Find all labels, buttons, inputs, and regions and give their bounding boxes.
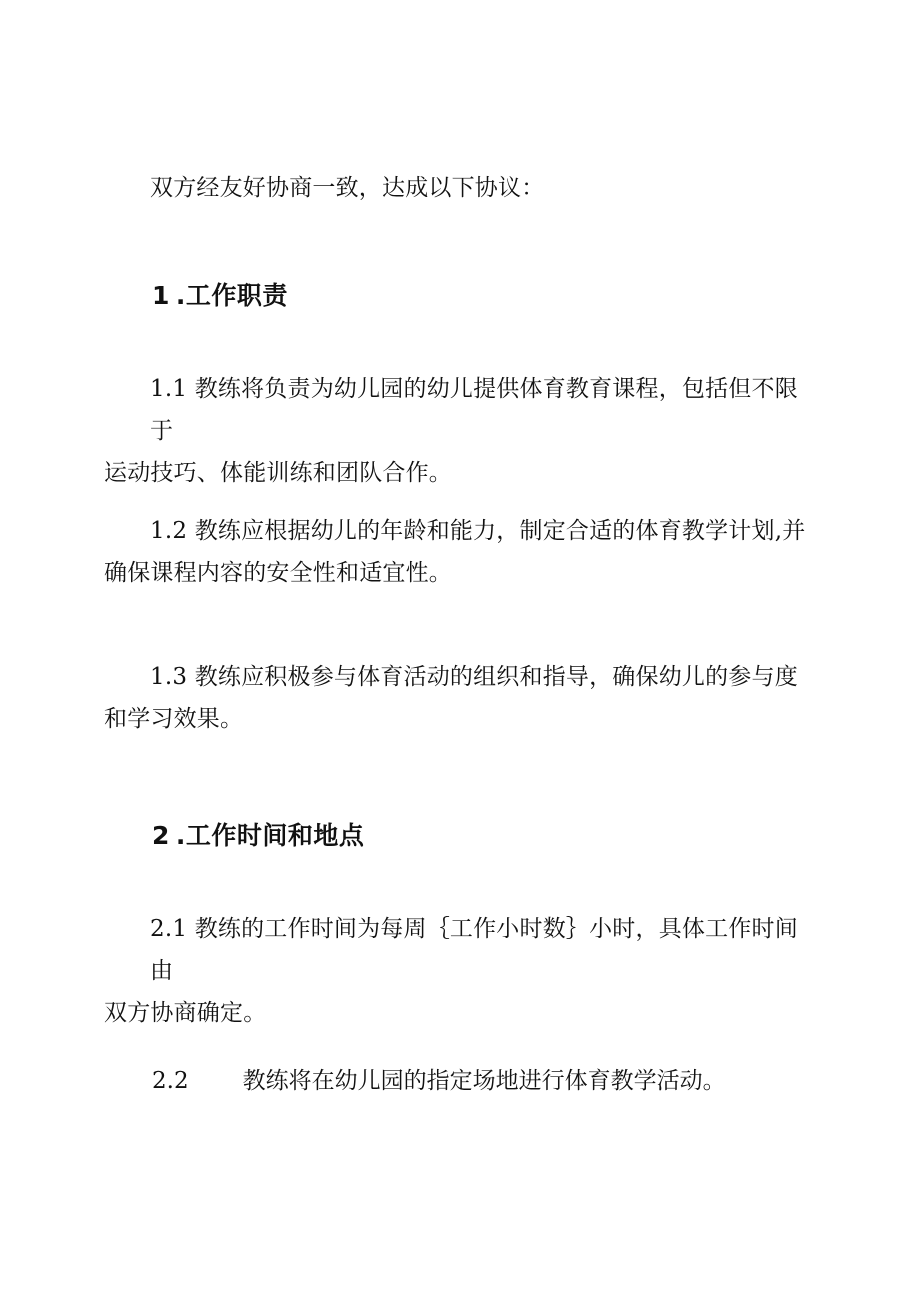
intro-text: 双方经友好协商一致，达成以下协议： xyxy=(150,175,545,201)
clause-1-1-line-2: 运动技巧、体能训练和团队合作。 xyxy=(104,460,452,486)
clause-1-3-line-1: 1.3 教练应积极参与体育活动的组织和指导，确保幼儿的参与度 xyxy=(150,664,798,690)
section-2-number: 2 xyxy=(152,821,170,850)
clause-2-1-line-2: 双方协商确定。 xyxy=(104,1000,267,1026)
section-2-title: .工作时间和地点 xyxy=(175,821,365,850)
clause-2-2-text: 教练将在幼儿园的指定场地进行体育教学活动。 xyxy=(242,1068,726,1094)
clause-1-3-line-2: 和学习效果。 xyxy=(104,706,244,732)
clause-2-2 xyxy=(152,1060,726,1102)
section-2-heading xyxy=(152,816,364,852)
intro-paragraph xyxy=(150,167,830,209)
clause-1-1-line-1: 1.1 教练将负责为幼儿园的幼儿提供体育教育课程，包括但不限于 xyxy=(150,376,798,444)
clause-1-2 xyxy=(104,510,820,594)
section-1-heading xyxy=(152,276,288,312)
clause-1-3 xyxy=(104,656,820,740)
clause-2-1-line-1: 2.1 教练的工作时间为每周｛工作小时数｝小时，具体工作时间由 xyxy=(150,916,798,984)
clause-1-2-line-2: 确保课程内容的安全性和适宜性。 xyxy=(104,560,452,586)
clause-2-1 xyxy=(104,908,820,1034)
clause-1-1 xyxy=(104,368,820,494)
section-1-number: 1 xyxy=(152,281,170,310)
section-1-title: .工作职责 xyxy=(175,281,288,310)
clause-1-2-line-1: 1.2 教练应根据幼儿的年龄和能力，制定合适的体育教学计划,并 xyxy=(150,518,806,544)
clause-2-2-number: 2.2 xyxy=(152,1068,189,1094)
